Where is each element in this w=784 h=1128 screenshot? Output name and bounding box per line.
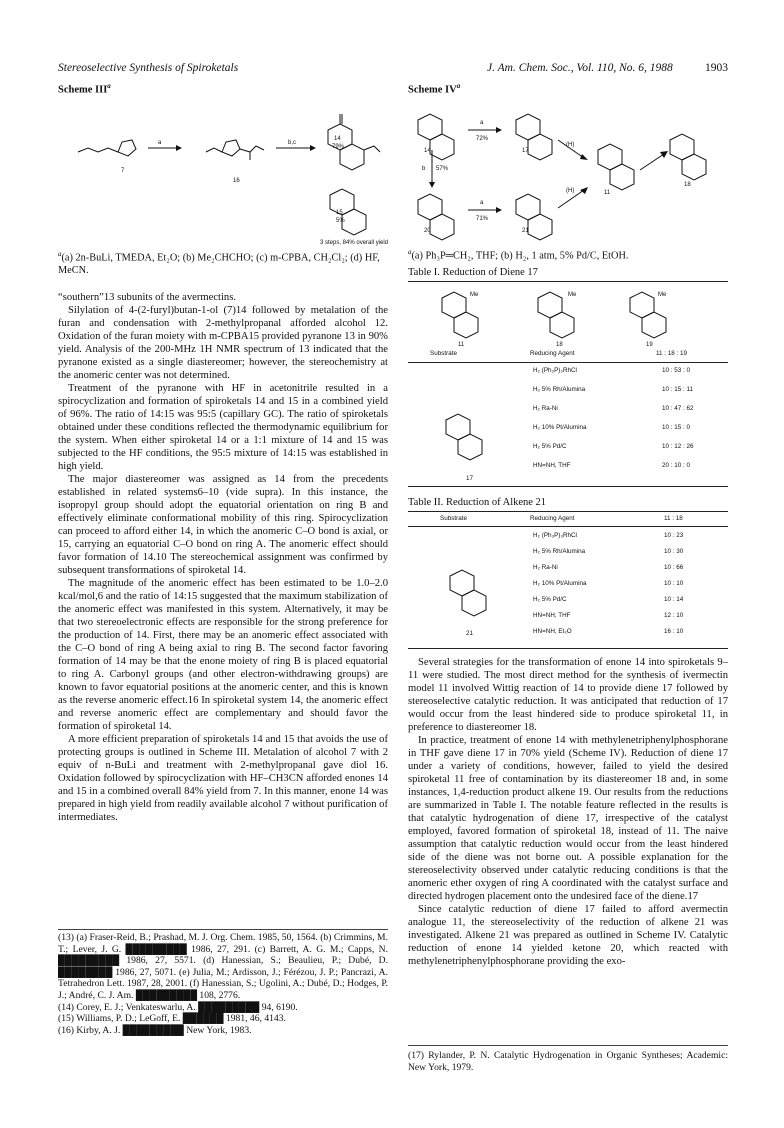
label-14: 14 [424, 148, 431, 154]
scheme-3-structures [58, 90, 388, 250]
table-1-substrate: 17 [466, 475, 474, 482]
table-1-header-agent: Reducing Agent [530, 350, 575, 357]
svg-text:b: b [422, 166, 426, 172]
label-15: 15 [336, 210, 343, 216]
svg-text:(H): (H) [566, 188, 575, 194]
svg-text:71%: 71% [476, 216, 489, 222]
footnote: (16) Kirby, A. J. █████████ New York, 1983. [58, 1024, 252, 1036]
paragraph: The major diastereomer was assigned as 14 from the precedents established in related systems6–10 (vide supra). In this instance, the isopropyl group should adopt the equatorial orientation on ring B and effectively eliminate conformational mobility of this ring. Spirocyclization can proceed to afford either 14, in which the anomeric C–O bond is axial, or 15, carrying an equatorial C–O bond on ring A. The anomeric effect should favor formation of 14.10 The stereochemical assignment was confirmed by subsequent transformations of spiroketal 14. [58, 474, 388, 576]
arrow-label-a: a [158, 140, 162, 146]
paragraph: Treatment of the pyranone with HF in acetonitrile resulted in a spirocyclization and formation of spiroketals 14 and 15 in a combined yield of 96%. The ratio of 14:15 was 95:5 (capillary GC). The ratio of spiroketals obtained under these conditions reflected the thermodynamic equilibrium for the system. When either spiroketal 14 or a 1:1 mixture of 14 and 15 was subjected to the HF conditions, the 95:5 mixture of 14:15 was established in high yield. [58, 383, 388, 472]
left-footnotes [58, 932, 388, 1036]
scheme-4-structures [408, 90, 728, 240]
left-column-body [58, 291, 388, 824]
table-2-substrate: 21 [466, 630, 474, 637]
paragraph: “southern”13 subunits of the avermectins. [58, 292, 236, 303]
label-7: 7 [121, 168, 125, 174]
label-21: 21 [522, 228, 529, 234]
footnote: (13) (a) Fraser-Reid, B.; Prashad, M. J. Org. Chem. 1985, 50, 1564. (b) Crimmins, M. T.; Lever, J. G. █████████ 1986, 27, 291. (c) Barrett, A. G. M.; Capps, N. █████████ 1986, 27, 5571. (d) Hanessian, S.; Beaulieu, P.; Dubé, D. ████████ 1986, 27, 5071. (e) Julia, M.; Ardisson, J.; Férézou, J. P.; Pancrazi, A. Tetrahedron Lett. 1987, 28, 2001. (f) Hanessian, S.; Ugolini, A.; Dubé, D.; Hodges, P. J.; André, C. J. Am. █████████ 108, 2776. [58, 932, 388, 1001]
table-cell-agent: H₂ Ra-Ni [533, 564, 558, 571]
svg-text:72%: 72% [476, 136, 489, 142]
running-title: Stereoselective Synthesis of Spiroketals [58, 62, 239, 74]
paragraph: Silylation of 4-(2-furyl)butan-1-ol (7)14 followed by metalation of the furan and condensation with 2-methylpropanal afforded alcohol 12. Oxidation of the furan moiety with m-CPBA15 provided pyranone 13 in 90% yield. Analysis of the 200-MHz 1H NMR spectrum of 13 indicated that the pyranone existed as a single diastereomer; however, the stereochemistry at the anomeric center was not determined. [58, 305, 388, 381]
table-cell-agent: H₂ 5% Pd/C [533, 596, 567, 603]
table-cell-ratio: 10 : 15 : 0 [662, 424, 691, 431]
table-cell-ratio: 10 : 12 : 26 [662, 443, 694, 450]
paragraph: In practice, treatment of enone 14 with methylenetriphenylphosphorane in THF gave diene 17 in 70% yield (Scheme IV). Reduction of diene 17 under a variety of conditions, however, failed to yield the desired spiroketal 11 free of contamination by its diastereomer 18 and, in some instances, 1,4-reduction product alkene 19. Our results from the reductions are summarized in Table I. The notable feature reflected in the results is that catalytic hydrogenation of diene 17, irrespective of the catalyst employed, favored formation of spiroketal 18, instead of 11. The naive assumption that catalytic reduction would occur from the least hindered side of the diene was not borne out. A possible explanation for the stereoselectivity observed under catalytic reducing conditions is that the anomeric ether oxygen of ring A coordinated with the catalyst surface and directed hydrogen placement onto the undesired face of the diene.17 [408, 735, 728, 902]
substrate-21-structure [444, 566, 504, 626]
svg-text:a: a [480, 200, 484, 206]
table-cell-ratio: 16 : 10 [664, 628, 684, 635]
paragraph: Several strategies for the transformation of enone 14 into spiroketals 9–11 were studied. The most direct method for the synthesis of ivermectin model 11 involved Wittig reaction of 14 to provide diene 17 followed by stereoselective catalytic reduction. It was anticipated that reduction of 17 would occur from the least hindered side to produce spiroketal 11, in preference to diastereomer 18. [408, 657, 728, 733]
table-cell-agent: HN=NH, THF [533, 462, 571, 469]
yield-15: 5% [336, 218, 345, 224]
table-1-header-ratio: 11 : 18 : 19 [656, 350, 688, 357]
table-cell-agent: H₂ 5% Rh/Alumina [533, 386, 586, 393]
table-cell-agent: H₂ 10% Pt/Alumina [533, 424, 587, 431]
footnote: (15) Williams, P. D.; LeGoff, E. ██████ 1981, 46, 4143. [58, 1013, 286, 1025]
svg-text:Me: Me [568, 292, 577, 298]
table-cell-agent: H₂ 5% Rh/Alumina [533, 548, 586, 555]
table-cell-ratio: 10 : 66 [664, 564, 684, 571]
scheme-3-title: Scheme III$^a$ [58, 82, 111, 96]
footnote: (14) Corey, E. J.; Venkateswarlu, A. █████████ 94, 6190. [58, 1001, 298, 1013]
table-cell-agent: HN=NH, THF [533, 612, 571, 619]
paragraph: A more efficient preparation of spiroketals 14 and 15 that avoids the use of protecting groups is outlined in Scheme III. Metalation of alcohol 7 with 2 equiv of n-BuLi and treatment with 2-methylpropanal gave diol 16. Oxidation followed by spirocyclization with HF–CH3CN afforded enones 14 and 15 in a combined overall 84% yield from 7. In this manner, enone 14 was prepared in high yield from readily available alcohol 7 without purification of intermediates. [58, 734, 388, 823]
table-cell-ratio: 12 : 10 [664, 612, 684, 619]
scheme-4-caption: $^a$(a) Ph₃P═CH₂, THF; (b) H₂, 1 atm, 5% Pd/C, EtOH. [408, 248, 629, 262]
label-17: 17 [522, 148, 529, 154]
table-2-header-agent: Reducing Agent [530, 515, 575, 522]
paragraph: The magnitude of the anomeric effect has been estimated to be 1.0–2.0 kcal/mol,6 and the ratio of 14:15 suggested that the maximum stabilization of the anomeric effect was manifested in this system. Alternatively, it may be that two stereoelectronic effects are responsible for the strong preference for the production of 14. First, there may be an anomeric effect associated with the C–O bond of ring A being axial to ring B. The second factor favoring formation of 14 may be that the enone moiety of ring B is placed equatorial to ring A. Carbonyl groups (and other electron-withdrawing groups) are known to favor equatorial positions at the anomeric center, and this is known as the reverse anomeric effect.16 In spiroketal system 14, the anomeric effect and reverse anomeric effect are complementary and should favor the formation of spiroketal 14. [58, 578, 388, 732]
yield-14: 79% [332, 144, 345, 150]
label-11: 11 [458, 342, 465, 348]
table-cell-agent: H₂ 10% Pt/Alumina [533, 580, 587, 587]
svg-text:Me: Me [658, 292, 667, 298]
label-18: 18 [684, 182, 691, 188]
overall-yield: 3 steps, 84% overall yield [320, 240, 389, 246]
label-11: 11 [604, 190, 611, 196]
table-cell-ratio: 10 : 23 [664, 532, 684, 539]
label-20: 20 [424, 228, 431, 234]
substrate-17-structure [440, 400, 500, 460]
table-cell-agent: HN=NH, Et₂O [533, 628, 572, 635]
label-16: 16 [233, 178, 240, 184]
table-cell-agent: H₂ Ra-Ni [533, 405, 558, 412]
table-1-title: Table I. Reduction of Diene 17 [408, 267, 538, 278]
paragraph: Since catalytic reduction of diene 17 failed to afford avermectin analogue 11, the stereoselectivity of the reduction of alkene 21 was investigated. Alkene 21 was prepared as outlined in Scheme IV. Catalytic reduction of enone 14 yielded ketone 20, which reacted with methylenetriphenylphosphorane providing the exo- [408, 904, 728, 967]
arrow-label-bc: b,c [288, 140, 297, 146]
table-cell-agent: H₂ (Ph₃P)₃RhCl [533, 532, 577, 539]
table-cell-ratio: 20 : 10 : 0 [662, 462, 691, 469]
label-18: 18 [556, 342, 563, 348]
table-2-title: Table II. Reduction of Alkene 21 [408, 497, 547, 508]
scheme-4-title: Scheme $IV^a$ [408, 82, 461, 96]
label-19: 19 [646, 342, 653, 348]
right-footnote: (17) Rylander, P. N. Catalytic Hydrogenation in Organic Syntheses; Academic: New York, 1979. [408, 1050, 728, 1073]
table-cell-ratio: 10 : 10 [664, 580, 684, 587]
right-column-body [408, 656, 728, 968]
svg-text:(H): (H) [566, 142, 575, 148]
svg-text:57%: 57% [436, 166, 449, 172]
label-14: 14 [334, 136, 341, 142]
table-2-header-ratio: 11 : 18 [664, 515, 683, 522]
table-1-header-substrate: Substrate [430, 350, 457, 357]
journal-citation: J. Am. Chem. Soc., Vol. 110, No. 6, 1988 [487, 62, 673, 74]
table-cell-ratio: 10 : 15 : 11 [662, 386, 694, 393]
table-cell-ratio: 10 : 30 [664, 548, 684, 555]
table-cell-agent: H₂ (Ph₃P)₃RhCl [533, 367, 577, 374]
table-cell-ratio: 10 : 14 [664, 596, 684, 603]
table-cell-ratio: 10 : 47 : 62 [662, 405, 694, 412]
svg-text:Me: Me [470, 292, 479, 298]
table-cell-agent: H₂ 5% Pd/C [533, 443, 567, 450]
table-1-structures [430, 286, 730, 348]
page-number: 1903 [705, 62, 728, 74]
table-2-header-substrate: Substrate [440, 515, 467, 522]
scheme-3-caption: $^a$(a) 2n-BuLi, TMEDA, Et₂O; (b) Me₂CHCHO; (c) m-CPBA, CH₂Cl₂; (d) HF, MeCN. [58, 250, 380, 276]
table-cell-ratio: 10 : 53 : 0 [662, 367, 691, 374]
svg-text:a: a [480, 120, 484, 126]
